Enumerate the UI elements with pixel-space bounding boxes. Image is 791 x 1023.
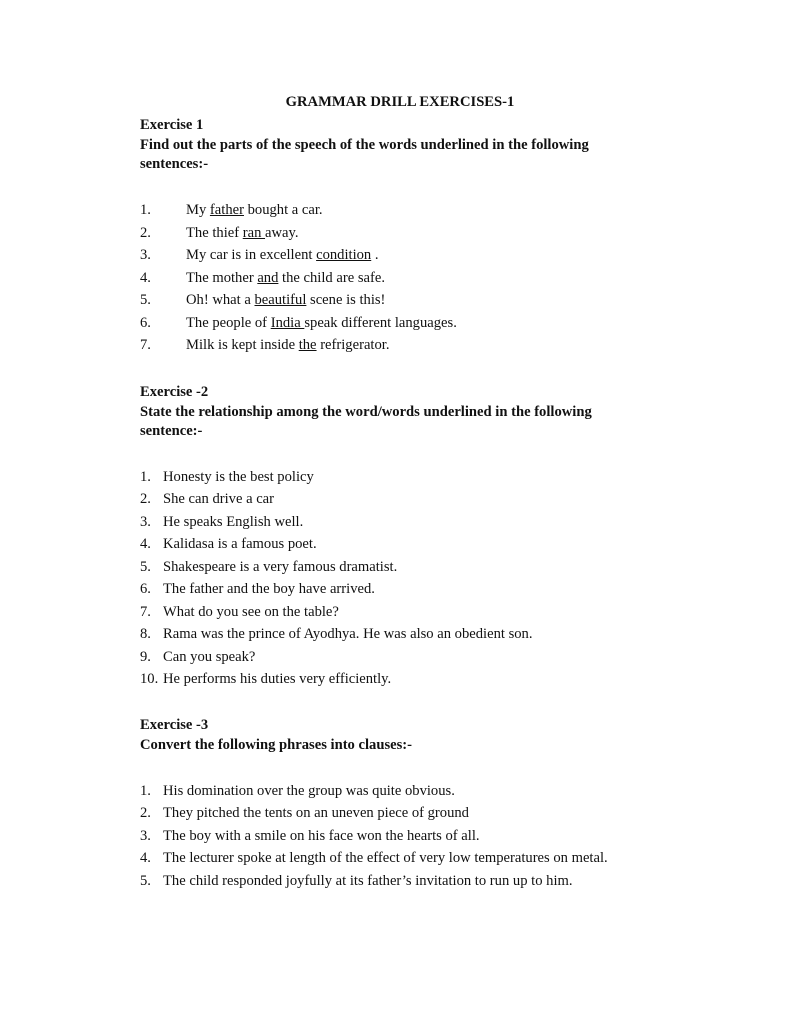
item-number: 6.: [140, 581, 151, 597]
exercise-list: [140, 199, 660, 357]
spacer: [140, 691, 660, 714]
exercise-instruction: Convert the following phrases into clauses:-: [140, 736, 413, 753]
list-item: [140, 847, 660, 870]
list-item: [140, 825, 660, 848]
item-text: Honesty is the best policy: [163, 468, 314, 485]
underlined-word: beautiful: [254, 292, 307, 308]
item-text: The child responded joyfully at its father’s invitation to run up to him.: [163, 872, 573, 889]
item-text: The thief: [186, 224, 243, 241]
item-text: Rama was the prince of Ayodhya. He was also an obedient son.: [163, 626, 533, 642]
item-number: 4.: [140, 269, 151, 286]
underlined-word: ran: [242, 224, 266, 241]
item-number: 2.: [140, 805, 151, 821]
exercise-list: [140, 780, 660, 893]
exercise-heading: Exercise -2: [140, 383, 209, 400]
list-item: [140, 533, 660, 556]
document-page: [140, 92, 660, 892]
item-text: The boy with a smile on his face won the hearts of all.: [163, 827, 480, 844]
list-item: [140, 199, 660, 222]
item-text: speak different languages.: [304, 314, 457, 331]
exercise-3: [140, 714, 660, 893]
item-number: 3.: [140, 247, 151, 263]
underlined-word: India: [270, 314, 305, 331]
item-number: 6.: [140, 314, 151, 331]
list-item: [140, 802, 660, 825]
item-number: 4.: [140, 850, 151, 866]
item-text: scene is this!: [306, 292, 386, 308]
list-item: [140, 511, 660, 534]
list-item: [140, 668, 660, 691]
item-number: 7.: [140, 603, 151, 620]
item-text: Kalidasa is a famous poet.: [163, 536, 317, 552]
item-number: 1.: [140, 202, 151, 218]
list-item: [140, 289, 660, 312]
item-number: 1.: [140, 468, 151, 485]
exercise-instruction: Find out the parts of the speech of the words underlined in the following sentences:-: [140, 137, 589, 172]
item-number: 9.: [140, 648, 151, 665]
list-item: [140, 646, 660, 669]
item-text: He performs his duties very efficiently.: [163, 671, 392, 687]
item-number: 3.: [140, 827, 151, 844]
exercise-list: [140, 466, 660, 691]
item-text: My: [186, 202, 210, 218]
list-item: [140, 556, 660, 579]
item-text: away.: [265, 224, 299, 241]
list-item: [140, 578, 660, 601]
item-text: Oh! what a: [186, 292, 255, 308]
exercise-heading: Exercise 1: [140, 117, 204, 133]
item-number: 7.: [140, 337, 151, 353]
page-title: GRAMMAR DRILL EXERCISES-1: [285, 94, 515, 110]
item-text: the child are safe.: [278, 269, 385, 286]
item-number: 5.: [140, 558, 151, 575]
list-item: [140, 466, 660, 489]
item-text: The lecturer spoke at length of the effect of very low temperatures on metal.: [163, 850, 608, 866]
item-text: .: [371, 247, 379, 263]
item-text: He speaks English well.: [163, 513, 304, 530]
list-item: [140, 244, 660, 267]
item-text: Milk is kept inside: [186, 337, 299, 353]
item-number: 5.: [140, 292, 151, 308]
underlined-word: condition: [316, 247, 372, 263]
exercise-instruction: State the relationship among the word/words underlined in the following sentence:-: [140, 403, 592, 439]
list-item: [140, 334, 660, 357]
underlined-word: and: [257, 269, 279, 286]
exercise-heading: Exercise -3: [140, 716, 209, 733]
list-item: [140, 780, 660, 803]
item-number: 2.: [140, 224, 151, 241]
underlined-word: the: [298, 337, 317, 353]
list-item: [140, 601, 660, 624]
item-number: 3.: [140, 513, 151, 530]
item-text: The mother: [186, 269, 258, 286]
spacer: [140, 357, 660, 381]
item-text: bought a car.: [243, 202, 323, 218]
item-text: refrigerator.: [316, 337, 390, 353]
list-item: [140, 312, 660, 335]
item-text: My car is in excellent: [186, 247, 317, 263]
item-text: His domination over the group was quite obvious.: [163, 782, 455, 799]
item-text: The father and the boy have arrived.: [163, 581, 375, 597]
item-number: 1.: [140, 782, 151, 799]
item-number: 10.: [140, 671, 159, 687]
exercise-1: [140, 114, 660, 357]
item-text: They pitched the tents on an uneven piece of ground: [163, 805, 469, 821]
item-number: 8.: [140, 626, 151, 642]
list-item: [140, 870, 660, 893]
item-number: 2.: [140, 491, 151, 507]
list-item: [140, 623, 660, 646]
list-item: [140, 267, 660, 290]
list-item: [140, 222, 660, 245]
exercise-2: [140, 381, 660, 691]
item-number: 4.: [140, 536, 151, 552]
item-text: She can drive a car: [163, 491, 275, 507]
underlined-word: father: [209, 202, 244, 218]
list-item: [140, 488, 660, 511]
item-text: What do you see on the table?: [163, 603, 339, 620]
item-text: Shakespeare is a very famous dramatist.: [163, 558, 398, 575]
item-text: Can you speak?: [163, 648, 256, 665]
item-text: The people of: [186, 314, 271, 331]
item-number: 5.: [140, 872, 151, 889]
